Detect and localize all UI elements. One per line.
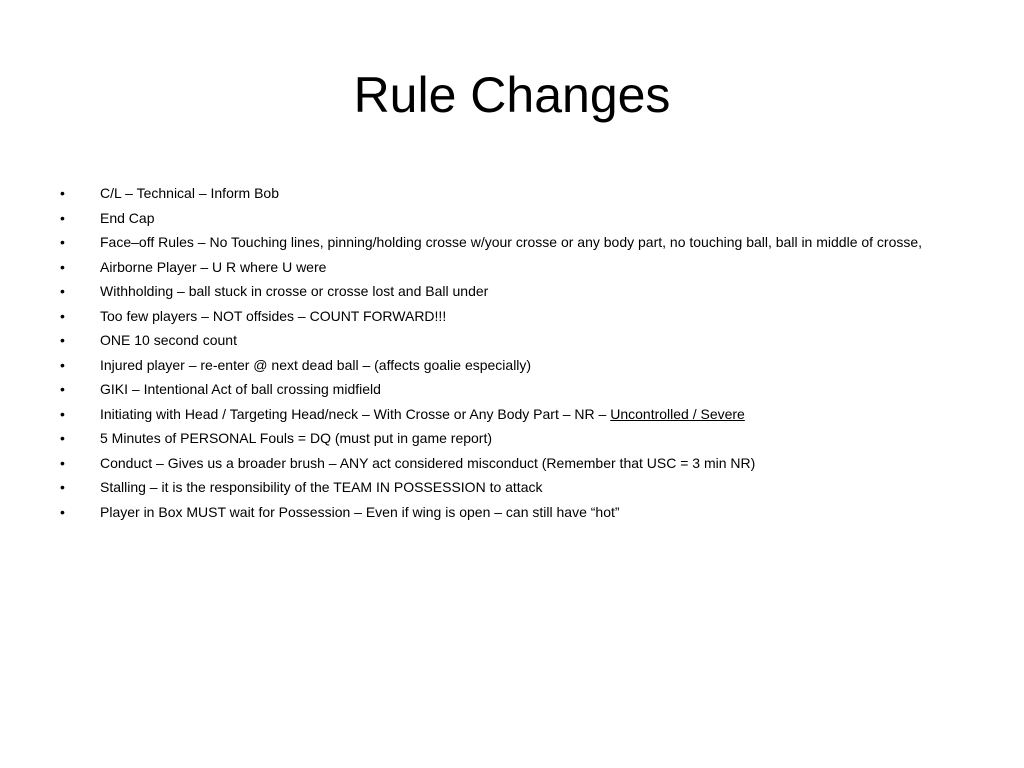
bullet-item (56, 183, 956, 204)
bullet-marker: • (60, 356, 65, 373)
bullet-list (56, 183, 956, 526)
bullet-text: ONE 10 second count (100, 332, 237, 348)
bullet-item (56, 306, 956, 327)
bullet-text (100, 406, 745, 422)
bullet-text-underlined: Uncontrolled / Severe (610, 405, 745, 422)
bullet-text: C/L – Technical – Inform Bob (100, 185, 279, 201)
bullet-marker: • (60, 479, 65, 495)
bullet-item (56, 379, 956, 400)
bullet-item (56, 208, 956, 229)
bullet-text: Conduct – Gives us a broader brush – ANY act considered misconduct (Remember that USC = 3 min NR) (100, 454, 756, 471)
bullet-marker: • (60, 307, 65, 324)
bullet-marker: • (60, 454, 65, 471)
bullet-marker: • (60, 430, 65, 446)
slide-title: Rule Changes (353, 67, 671, 123)
bullet-item (56, 281, 956, 302)
bullet-text: Face–off Rules – No Touching lines, pinning/holding crosse w/your crosse or any body part, no touching ball, ball in middle of crosse, (100, 234, 923, 250)
bullet-marker: • (60, 234, 65, 250)
bullet-item (56, 428, 956, 449)
bullet-item (56, 257, 956, 278)
bullet-text: Injured player – re-enter @ next dead ball – (affects goalie especially) (100, 356, 532, 373)
bullet-text: Player in Box MUST wait for Possession – Even if wing is open – can still have “hot” (100, 503, 620, 520)
bullet-marker: • (60, 332, 65, 348)
bullet-item (56, 502, 956, 523)
bullet-item (56, 404, 956, 425)
bullet-item (56, 453, 956, 474)
bullet-item (56, 477, 956, 498)
bullet-marker: • (60, 258, 65, 275)
bullet-text: 5 Minutes of PERSONAL Fouls = DQ (must put in game report) (100, 430, 493, 446)
bullet-text: Airborne Player – U R where U were (100, 258, 327, 275)
bullet-marker: • (60, 209, 65, 226)
bullet-text: GIKI – Intentional Act of ball crossing midfield (100, 381, 381, 397)
bullet-item (56, 232, 956, 253)
bullet-text: Withholding – ball stuck in crosse or crosse lost and Ball under (100, 283, 489, 299)
bullet-item (56, 330, 956, 351)
bullet-text: Stalling – it is the responsibility of the TEAM IN POSSESSION to attack (100, 479, 543, 495)
bullet-marker: • (60, 503, 65, 520)
bullet-marker: • (60, 283, 65, 299)
bullet-marker: • (60, 381, 65, 397)
bullet-marker: • (60, 405, 65, 422)
bullet-text: End Cap (100, 209, 155, 226)
bullet-marker: • (60, 185, 65, 201)
bullet-text-main: Initiating with Head / Targeting Head/neck – With Crosse or Any Body Part – NR – (100, 405, 611, 422)
bullet-item (56, 355, 956, 376)
bullet-text: Too few players – NOT offsides – COUNT FORWARD!!! (100, 307, 447, 324)
